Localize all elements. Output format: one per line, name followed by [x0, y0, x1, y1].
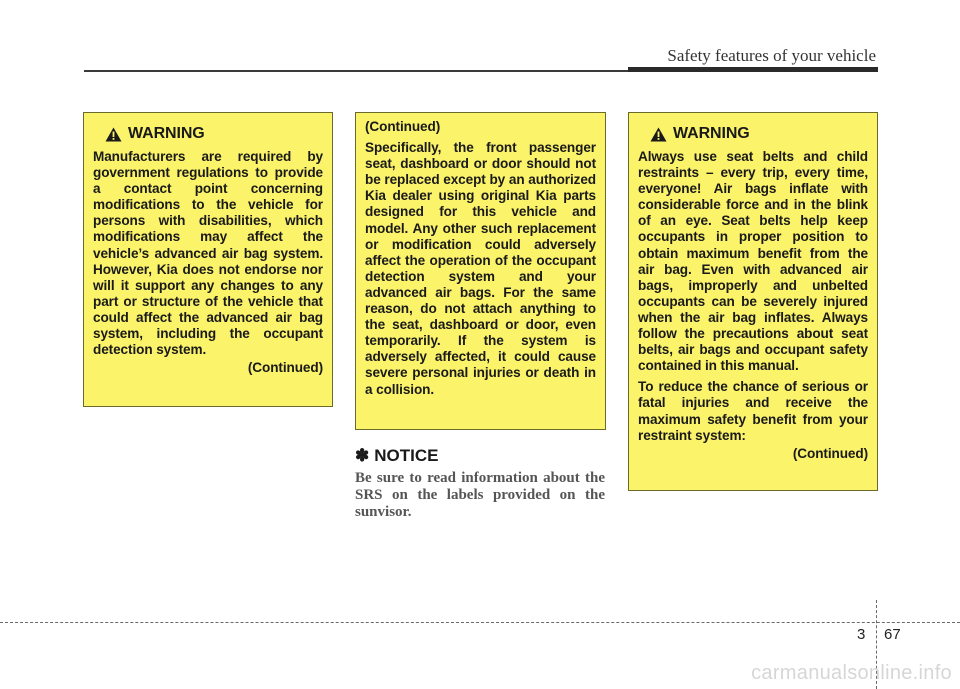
notice-star-icon: ✽ — [355, 446, 370, 465]
warning-body: To reduce the chance of serious or fatal injuries and receive the maximum safety benefit from your restraint system: — [638, 379, 868, 443]
warning-title: WARNING — [128, 125, 205, 142]
notice-section — [355, 446, 605, 521]
footer-rule — [0, 622, 960, 623]
watermark: carmanualsonline.info — [751, 662, 952, 684]
warning-box-right — [628, 112, 878, 491]
chapter-number: 3 — [857, 626, 866, 643]
warning-title: WARNING — [673, 125, 750, 142]
notice-body: Be sure to read information about the SRS on the labels provided on the sunvisor. — [355, 470, 605, 520]
warning-triangle-icon — [105, 127, 122, 142]
warning-heading — [105, 125, 323, 143]
continued-label: (Continued) — [247, 360, 323, 376]
warning-heading — [650, 125, 868, 143]
warning-body: Manufacturers are required by government regulations to provide a contact point concerning modifications to the vehicle for persons with disabilities, which modifications may affect the vehicle’s advanced air bag system. However, Kia does not endorse nor will it support any changes to any part or structure of the vehicle that could affect the advanced air bag system, including the occupant detection system. — [93, 149, 323, 358]
warning-body: Always use seat belts and child restraints – every trip, every time, everyone! Air bags inflate with considerable force and in the blink of an eye. Seat belts help keep occupants in proper position to obtain maximum benefit from the air bag. Even with advanced air bags, improperly and unbelted occupants can be severely injured when the air bag inflates. Always follow the precautions about seat belts, air bags and occupant safety contained in this manual. — [638, 149, 868, 374]
continued-label: (Continued) — [792, 445, 868, 461]
continued-label: (Continued) — [365, 119, 441, 134]
header-rule-accent — [628, 67, 878, 72]
header-title: Safety features of your vehicle — [667, 46, 876, 65]
notice-heading — [355, 446, 605, 466]
page-number: 67 — [884, 626, 901, 643]
warning-box-left — [83, 112, 333, 407]
notice-title: NOTICE — [374, 446, 439, 465]
warning-body: Specifically, the front passenger seat, dashboard or door should not be replaced except by an authorized Kia dealer using original Kia parts designed for this vehicle and model. Any other such replacement or modification could adversely affect the operation of the occupant detection system and your advanced air bags. For the same reason, do not attach anything to the seat, dashboard or door, even temporarily. If the system is adversely affected, it could cause severe personal injuries or death in a collision. — [365, 140, 596, 397]
warning-box-continued — [355, 112, 606, 430]
warning-triangle-icon — [650, 127, 667, 142]
